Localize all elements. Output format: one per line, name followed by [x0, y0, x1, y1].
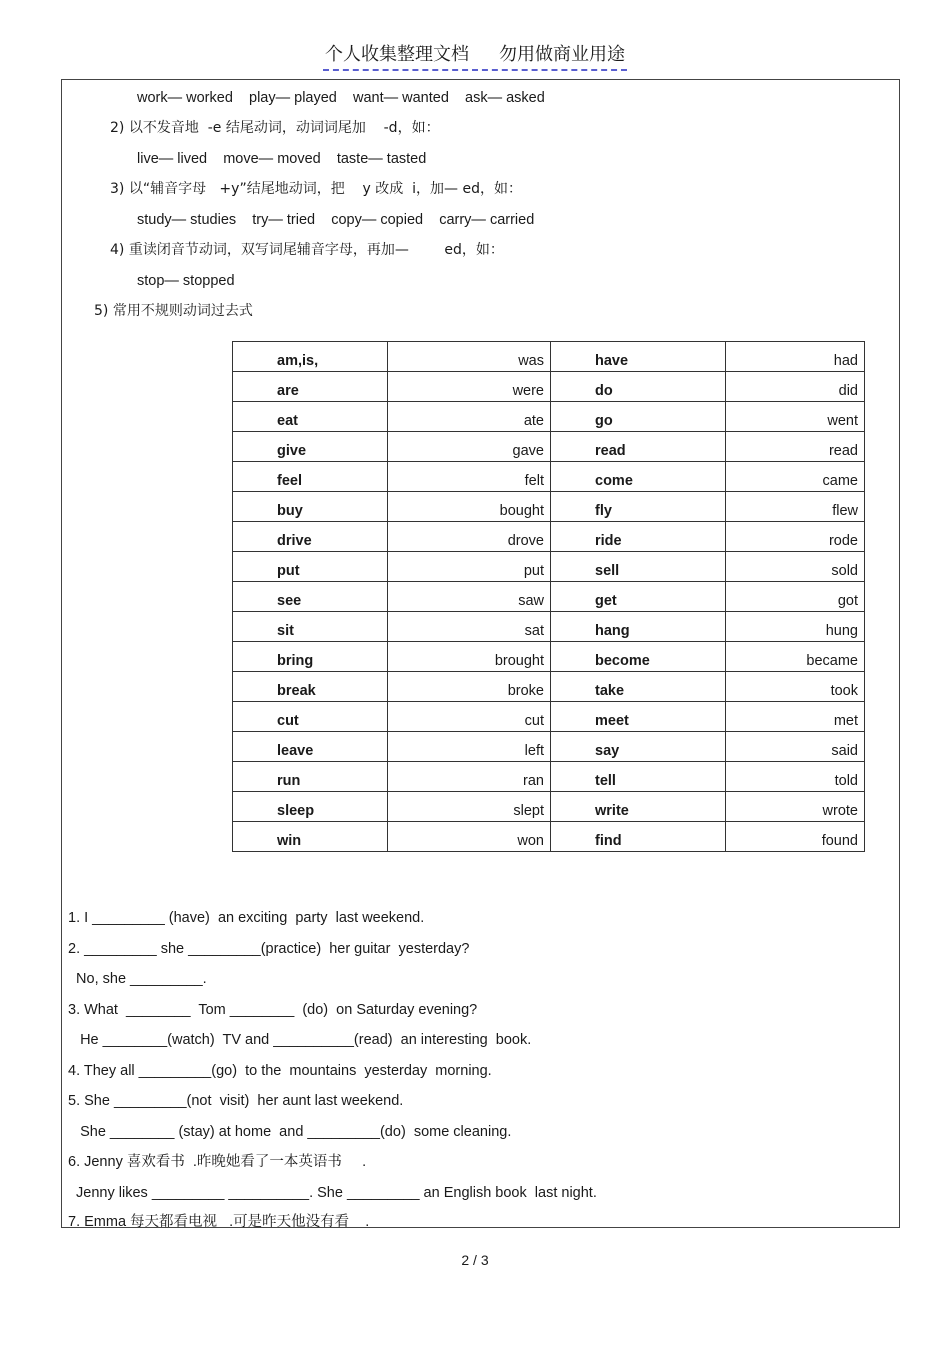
rule3-examples: study— studies try— tried copy— copied carry— carried	[137, 212, 535, 228]
verb-past-cell: gave	[388, 432, 551, 462]
verb-base-cell: have	[551, 342, 726, 372]
verb-past-cell: read	[726, 432, 865, 462]
exercise-line: 7. Emma 每天都看电视 .可是昨天他没有看 .	[68, 1214, 370, 1228]
verb-past-cell: had	[726, 342, 865, 372]
verb-base-cell: run	[233, 762, 388, 792]
verb-base-cell: ride	[551, 522, 726, 552]
verb-base-cell: hang	[551, 612, 726, 642]
verb-base-cell: tell	[551, 762, 726, 792]
exercise-line: 1. I _________ (have) an exciting party last weekend.	[68, 910, 425, 926]
verb-past-cell: put	[388, 552, 551, 582]
verb-base-cell: meet	[551, 702, 726, 732]
exercise-line: He ________(watch) TV and __________(read) an interesting book.	[68, 1032, 532, 1048]
rule4-text: 4) 重读闭音节动词，双写词尾辅音字母，再加— ed，如：	[110, 242, 504, 258]
verb-base-cell: go	[551, 402, 726, 432]
verb-past-cell: ran	[388, 762, 551, 792]
verb-past-cell: went	[726, 402, 865, 432]
verb-past-cell: were	[388, 372, 551, 402]
verb-base-cell: say	[551, 732, 726, 762]
verb-base-cell: read	[551, 432, 726, 462]
rule1-examples: work— worked play— played want— wanted ask— asked	[137, 90, 545, 106]
verb-base-cell: win	[233, 822, 388, 852]
verb-base-cell: put	[233, 552, 388, 582]
verb-row	[233, 432, 865, 462]
verb-base-cell: drive	[233, 522, 388, 552]
verb-past-cell: told	[726, 762, 865, 792]
header-watermark	[323, 40, 627, 71]
verb-base-cell: sell	[551, 552, 726, 582]
verb-row	[233, 372, 865, 402]
rule2-text: 2) 以不发音地 -e 结尾动词，动词词尾加 -d，如：	[110, 120, 440, 136]
verb-base-cell: become	[551, 642, 726, 672]
verb-base-cell: come	[551, 462, 726, 492]
exercise-line: Jenny likes _________ __________. She _________ an English book last night.	[68, 1185, 597, 1201]
verb-past-cell: wrote	[726, 792, 865, 822]
exercise-line: 4. They all _________(go) to the mountains yesterday morning.	[68, 1063, 492, 1079]
header-right-text: 勿用做商业用途	[499, 44, 625, 65]
exercise-line: 2. _________ she _________(practice) her guitar yesterday?	[68, 941, 470, 957]
irregular-verb-table	[232, 341, 865, 852]
verb-past-cell: saw	[388, 582, 551, 612]
verb-past-cell: felt	[388, 462, 551, 492]
verb-past-cell: took	[726, 672, 865, 702]
verb-past-cell: hung	[726, 612, 865, 642]
verb-base-cell: do	[551, 372, 726, 402]
verb-row	[233, 582, 865, 612]
exercise-line: 5. She _________(not visit) her aunt last weekend.	[68, 1093, 404, 1109]
verb-base-cell: give	[233, 432, 388, 462]
verb-base-cell: take	[551, 672, 726, 702]
verb-row	[233, 702, 865, 732]
verb-row	[233, 612, 865, 642]
verb-past-cell: was	[388, 342, 551, 372]
verb-row	[233, 732, 865, 762]
verb-row	[233, 402, 865, 432]
verb-row	[233, 522, 865, 552]
verb-base-cell: are	[233, 372, 388, 402]
verb-base-cell: feel	[233, 462, 388, 492]
verb-base-cell: leave	[233, 732, 388, 762]
verb-past-cell: cut	[388, 702, 551, 732]
header-left-text: 个人收集整理文档	[325, 44, 469, 65]
verb-past-cell: won	[388, 822, 551, 852]
verb-row	[233, 762, 865, 792]
verb-row	[233, 342, 865, 372]
verb-past-cell: sat	[388, 612, 551, 642]
rule4-examples: stop— stopped	[137, 273, 235, 289]
content-frame	[61, 79, 900, 1228]
verb-base-cell: find	[551, 822, 726, 852]
verb-base-cell: buy	[233, 492, 388, 522]
verb-past-cell: left	[388, 732, 551, 762]
verb-base-cell: am,is,	[233, 342, 388, 372]
verb-row	[233, 462, 865, 492]
verb-row	[233, 492, 865, 522]
exercise-line: No, she _________.	[68, 971, 207, 987]
verb-past-cell: slept	[388, 792, 551, 822]
verb-past-cell: rode	[726, 522, 865, 552]
verb-past-cell: became	[726, 642, 865, 672]
verb-base-cell: see	[233, 582, 388, 612]
verb-past-cell: met	[726, 702, 865, 732]
verb-past-cell: sold	[726, 552, 865, 582]
verb-past-cell: drove	[388, 522, 551, 552]
verb-base-cell: eat	[233, 402, 388, 432]
verb-base-cell: get	[551, 582, 726, 612]
verb-past-cell: bought	[388, 492, 551, 522]
verb-row	[233, 792, 865, 822]
rule3-text: 3) 以“辅音字母 +y”结尾地动词，把 y 改成 i，加— ed，如：	[110, 181, 522, 197]
page-header	[0, 40, 950, 71]
verb-row	[233, 822, 865, 852]
rule5-text: 5) 常用不规则动词过去式	[94, 303, 253, 319]
verb-base-cell: break	[233, 672, 388, 702]
verb-past-cell: got	[726, 582, 865, 612]
page-number: 2 / 3	[461, 1252, 489, 1268]
verb-past-cell: came	[726, 462, 865, 492]
verb-base-cell: cut	[233, 702, 388, 732]
verb-base-cell: sit	[233, 612, 388, 642]
verb-past-cell: broke	[388, 672, 551, 702]
verb-row	[233, 672, 865, 702]
exercise-line: 3. What ________ Tom ________ (do) on Saturday evening?	[68, 1002, 478, 1018]
verb-row	[233, 642, 865, 672]
verb-past-cell: flew	[726, 492, 865, 522]
verb-past-cell: found	[726, 822, 865, 852]
verb-past-cell: brought	[388, 642, 551, 672]
exercise-line: She ________ (stay) at home and _________(do) some cleaning.	[68, 1124, 512, 1140]
rule2-examples: live— lived move— moved taste— tasted	[137, 151, 427, 167]
verb-base-cell: bring	[233, 642, 388, 672]
verb-base-cell: write	[551, 792, 726, 822]
verb-row	[233, 552, 865, 582]
verb-past-cell: said	[726, 732, 865, 762]
verb-base-cell: fly	[551, 492, 726, 522]
verb-past-cell: did	[726, 372, 865, 402]
verb-past-cell: ate	[388, 402, 551, 432]
verb-base-cell: sleep	[233, 792, 388, 822]
exercise-line: 6. Jenny 喜欢看书 .昨晚她看了一本英语书 .	[68, 1154, 367, 1170]
